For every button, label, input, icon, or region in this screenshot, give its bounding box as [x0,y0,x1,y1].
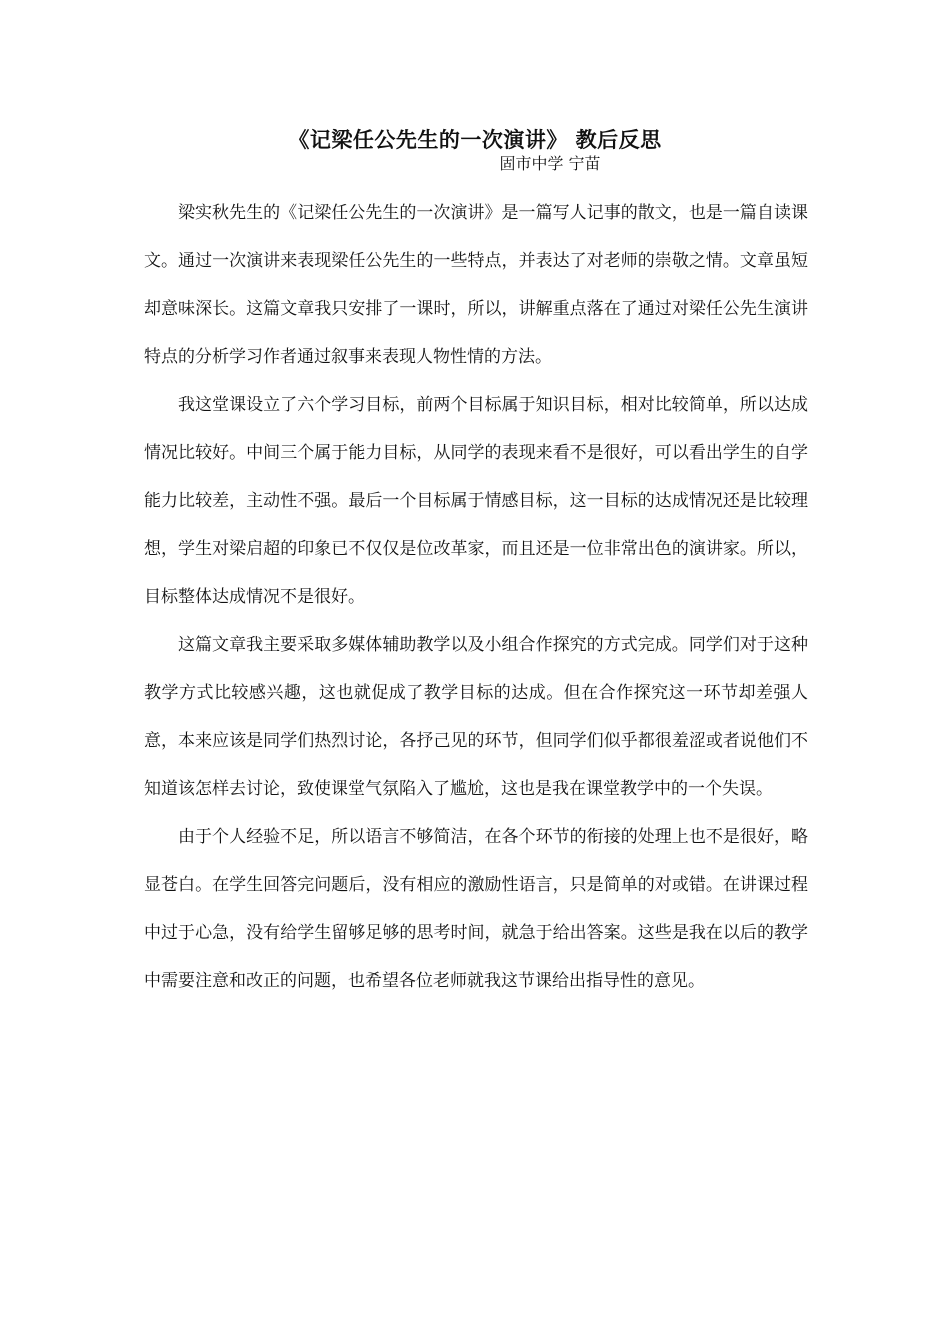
paragraph-4: 由于个人经验不足，所以语言不够简洁，在各个环节的衔接的处理上也不是很好，略显苍白。在学生回答完问题后，没有相应的激励性语言，只是简单的对或错。在讲课过程中过于心急，没有给学生留够足够的思考时间，就急于给出答案。这些是我在以后的教学中需要注意和改正的问题，也希望各位老师就我这节课给出指导性的意见。 [144,827,808,991]
document-title: 《记梁任公先生的一次演讲》 教后反思 [288,127,662,152]
paragraph-3: 这篇文章我主要采取多媒体辅助教学以及小组合作探究的方式完成。同学们对于这种教学方式比较感兴趣，这也就促成了教学目标的达成。但在合作探究这一环节却差强人意，本来应该是同学们热烈讨论，各抒己见的环节，但同学们似乎都很羞涩或者说他们不知道该怎样去讨论，致使课堂气氛陷入了尴尬，这也是我在课堂教学中的一个失误。 [144,635,808,799]
document-author: 固市中学 宁苗 [499,154,601,173]
paragraph-1: 梁实秋先生的《记梁任公先生的一次演讲》是一篇写人记事的散文，也是一篇自读课文。通过一次演讲来表现梁任公先生的一些特点，并表达了对老师的崇敬之情。文章虽短却意味深长。这篇文章我只安排了一课时，所以，讲解重点落在了通过对梁任公先生演讲特点的分析学习作者通过叙事来表现人物性情的方法。 [144,203,808,367]
document-body [144,189,808,1005]
paragraph-2: 我这堂课设立了六个学习目标，前两个目标属于知识目标，相对比较简单，所以达成情况比较好。中间三个属于能力目标，从同学的表现来看不是很好，可以看出学生的自学能力比较差，主动性不强。最后一个目标属于情感目标，这一目标的达成情况还是比较理想，学生对梁启超的印象已不仅仅是位改革家，而且还是一位非常出色的演讲家。所以，目标整体达成情况不是很好。 [144,395,808,607]
